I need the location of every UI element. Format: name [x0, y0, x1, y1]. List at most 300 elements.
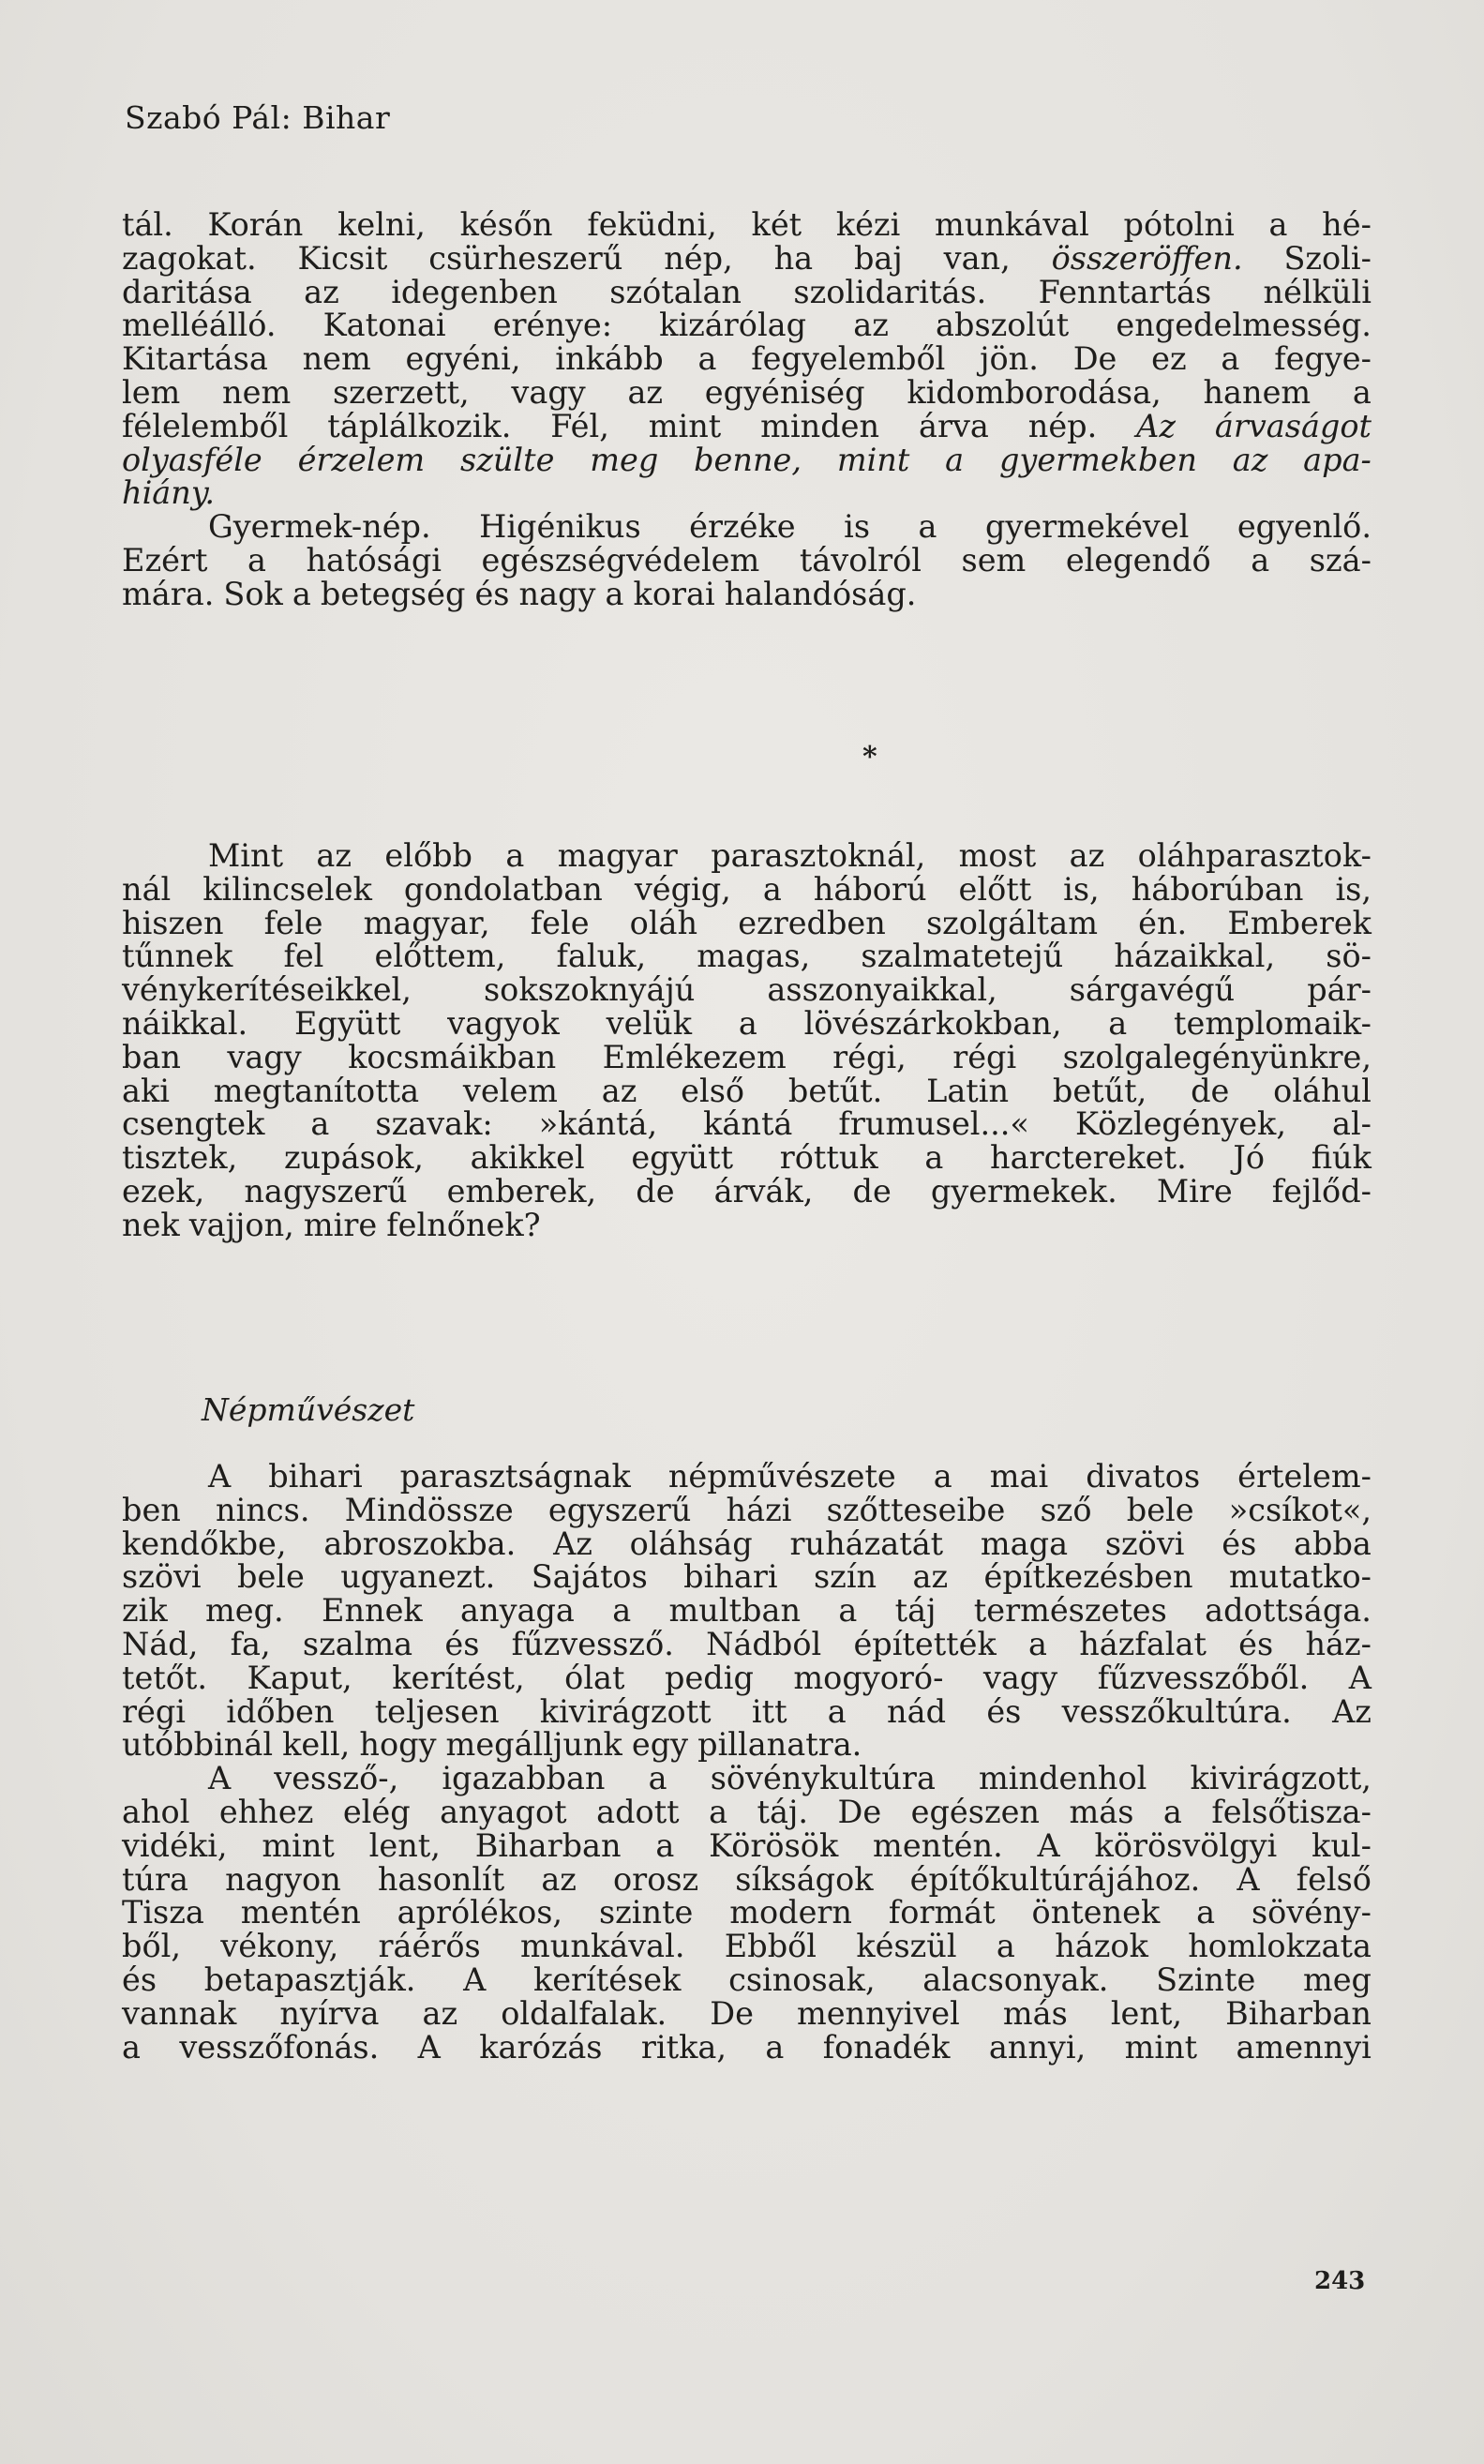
word: időben	[226, 1692, 335, 1730]
word: Gyermek-nép.	[208, 508, 431, 546]
word: szolgalegényünkre,	[1062, 1038, 1372, 1075]
text-line	[122, 1458, 1372, 1495]
text-line	[122, 1659, 1372, 1696]
word: Biharban	[1225, 1994, 1372, 2032]
word: Szoli-	[1283, 239, 1372, 277]
word: a	[1028, 1625, 1047, 1662]
word: árvaságot	[1214, 407, 1372, 444]
word: hiány.	[122, 474, 215, 512]
word: szőtteseibe	[826, 1491, 1006, 1528]
word: szá-	[1309, 541, 1372, 578]
word: gondolatban	[403, 870, 603, 908]
word: az	[601, 1072, 637, 1109]
word: körösvölgyi	[1094, 1826, 1278, 1864]
word: az	[1069, 837, 1105, 874]
word: az	[304, 273, 339, 310]
word: meg	[590, 441, 659, 478]
word: Mire	[1156, 1172, 1233, 1209]
word: vagy	[227, 1038, 302, 1075]
word: a	[827, 1692, 847, 1730]
word: apa-	[1303, 441, 1372, 478]
word: zagokat.	[122, 239, 257, 277]
word: gyermekben	[998, 441, 1197, 478]
word: de	[852, 1172, 892, 1209]
word: fonadék	[822, 2028, 951, 2066]
word: halandóság.	[724, 575, 917, 612]
word: sem	[961, 541, 1027, 578]
word: Körösök	[709, 1826, 839, 1864]
word: kézi	[835, 206, 901, 243]
word: ahol	[122, 1793, 190, 1830]
word: fegyelemből	[751, 340, 946, 378]
word: a	[933, 1458, 952, 1495]
word: ha	[773, 239, 814, 277]
word: ráérős	[378, 1928, 481, 1965]
word: szalma	[302, 1625, 413, 1662]
text-line	[122, 408, 1372, 442]
word: vannak	[122, 1994, 237, 2032]
text-line	[122, 1726, 1372, 1764]
word: abroszokba.	[323, 1525, 517, 1562]
word: most	[958, 837, 1037, 874]
word: Higénikus	[479, 508, 641, 546]
text-line	[122, 307, 1372, 344]
text-line	[122, 1826, 1372, 1864]
word: árvák,	[713, 1172, 814, 1209]
word: ehhez	[218, 1793, 314, 1830]
word: inkább	[555, 340, 664, 378]
word: nem	[222, 373, 292, 411]
word: hogy	[359, 1726, 437, 1764]
word: egyéniség	[704, 373, 865, 411]
paragraph-block-3	[122, 1458, 1372, 2066]
word: sö-	[1326, 938, 1372, 975]
word: »csíkot«,	[1228, 1491, 1372, 1528]
word: oláhság	[629, 1525, 753, 1562]
word: meg.	[204, 1592, 284, 1630]
text-line	[122, 373, 1372, 411]
page-number: 243	[1314, 2267, 1366, 2295]
word: a	[292, 575, 311, 612]
word: itt	[751, 1692, 787, 1730]
word: is	[844, 508, 871, 546]
word: táj	[894, 1592, 937, 1630]
word: fa,	[230, 1625, 271, 1662]
word: hanem	[1203, 373, 1312, 411]
text-line	[122, 837, 1372, 874]
text-line	[122, 1626, 1372, 1660]
word: a	[918, 508, 937, 546]
word: melléálló.	[122, 307, 277, 344]
word: tűnnek	[122, 938, 233, 975]
word: feküdni,	[587, 206, 717, 243]
word: adottsága.	[1205, 1592, 1372, 1630]
word: engedelmesség.	[1116, 307, 1372, 344]
text-line	[122, 1072, 1372, 1109]
word: frumusel...«	[838, 1105, 1029, 1143]
word: nád	[887, 1692, 947, 1730]
text-line	[122, 1592, 1372, 1630]
word: anyagot	[440, 1793, 567, 1830]
word: Közlegények,	[1074, 1105, 1286, 1143]
word: is,	[1335, 870, 1372, 908]
word: vékony,	[220, 1928, 339, 1965]
word: házaikkal,	[1114, 938, 1276, 975]
word: sövény-	[1251, 1894, 1372, 1931]
word: betapasztják.	[203, 1961, 416, 1998]
word: és	[122, 1961, 157, 1998]
word: asszonyaikkal,	[767, 971, 997, 1009]
word: kul-	[1312, 1826, 1372, 1864]
word: építkezésben	[983, 1558, 1193, 1596]
word: modern	[729, 1894, 853, 1931]
word: divatos	[1086, 1458, 1201, 1495]
text-line	[122, 206, 1372, 243]
word: szótalan	[609, 273, 742, 310]
word: a	[605, 575, 624, 612]
word: a	[1221, 340, 1240, 378]
word: és	[986, 1692, 1022, 1730]
word: nek	[122, 1206, 180, 1243]
word: lem	[122, 373, 181, 411]
word: vagy	[511, 373, 586, 411]
word: oláh	[629, 904, 698, 941]
word: vessző-,	[274, 1760, 399, 1797]
word: sokszoknyájú	[483, 971, 696, 1009]
word: velem	[462, 1072, 558, 1109]
word: a	[1352, 373, 1372, 411]
text-line	[122, 1558, 1372, 1596]
word: ből,	[122, 1928, 181, 1965]
word: érzelem	[297, 441, 426, 478]
word: nagyszerű	[244, 1172, 408, 1209]
word: olyasféle	[122, 441, 262, 478]
word: bihari	[268, 1458, 363, 1495]
word: akikkel	[470, 1139, 585, 1177]
word: ezredben	[738, 904, 886, 941]
word: Az	[1136, 407, 1176, 444]
word: egészségvédelem	[481, 541, 760, 578]
word: összeröffen.	[1051, 239, 1243, 277]
word: munkával	[935, 206, 1089, 243]
word: gyermekek.	[930, 1172, 1117, 1209]
word: én.	[1138, 904, 1188, 941]
word: fele	[263, 904, 323, 941]
word: mint	[1124, 2028, 1198, 2066]
word: de	[636, 1172, 675, 1209]
word: mutatko-	[1228, 1558, 1372, 1596]
word: egészen	[910, 1793, 1040, 1830]
word: szövi	[1104, 1525, 1185, 1562]
text-line	[122, 575, 1372, 612]
word: formát	[888, 1894, 996, 1931]
word: ban	[122, 1038, 181, 1075]
word: idegenben	[391, 273, 558, 310]
word: utóbbinál	[122, 1726, 274, 1764]
word: Együtt	[294, 1004, 401, 1042]
word: a	[1108, 1004, 1128, 1042]
word: munkával.	[520, 1928, 685, 1965]
word: a	[505, 837, 525, 874]
word: is,	[1063, 870, 1100, 908]
paragraph-block-1	[122, 206, 1372, 612]
word: szavak:	[375, 1105, 493, 1143]
text-line	[122, 1105, 1372, 1143]
word: házfalat	[1079, 1625, 1207, 1662]
word: A	[1237, 1860, 1260, 1898]
word: aprólékos,	[397, 1894, 563, 1931]
word: táplálkozik.	[327, 407, 512, 444]
word: nagyon	[225, 1860, 341, 1898]
text-line	[122, 1994, 1372, 2032]
word: szülte	[460, 441, 555, 478]
word: pillanatra.	[697, 1726, 862, 1764]
word: nép,	[664, 239, 733, 277]
word: nem	[302, 340, 371, 378]
word: kilincselek	[202, 870, 372, 908]
word: magas,	[697, 938, 811, 975]
word: mentén.	[873, 1826, 1003, 1864]
word: csengtek	[122, 1105, 265, 1143]
text-line	[122, 870, 1372, 908]
word: fele	[530, 904, 590, 941]
word: Korán	[207, 206, 304, 243]
word: mai	[989, 1458, 1049, 1495]
word: készül	[856, 1928, 957, 1965]
word: más	[1002, 1994, 1068, 2032]
word: Kaput,	[247, 1659, 352, 1696]
word: a	[122, 2028, 141, 2066]
text-line	[122, 239, 1372, 277]
text-line	[122, 1793, 1372, 1830]
word: erénye:	[492, 307, 612, 344]
word: Fenntartás	[1038, 273, 1212, 310]
word: elegendő	[1065, 541, 1211, 578]
word: bele	[237, 1558, 305, 1596]
word: vajjon,	[188, 1206, 294, 1243]
word: távolról	[799, 541, 922, 578]
word: végig,	[634, 870, 731, 908]
word: ólat	[564, 1659, 625, 1696]
word: ruházatát	[789, 1525, 944, 1562]
word: ritka,	[640, 2028, 727, 2066]
word: felsőtisza-	[1211, 1793, 1372, 1830]
text-line	[122, 1692, 1372, 1730]
section-subheading: Népművészet	[202, 1391, 415, 1428]
word: első	[681, 1072, 745, 1109]
word: régi,	[832, 1038, 907, 1075]
word: a	[1251, 541, 1270, 578]
word: Ezért	[122, 541, 208, 578]
word: táj.	[757, 1793, 809, 1830]
word: nál	[122, 870, 172, 908]
word: sövénykultúra	[710, 1760, 936, 1797]
word: érzéke	[689, 508, 796, 546]
word: kerítést,	[392, 1659, 525, 1696]
text-line	[122, 971, 1372, 1009]
word: parasztságnak	[399, 1458, 631, 1495]
word: fiúk	[1311, 1139, 1372, 1177]
word: bele	[1126, 1491, 1194, 1528]
word: vénykerítéseikkel,	[122, 971, 412, 1009]
word: az	[541, 1860, 577, 1898]
word: kivirágzott	[539, 1692, 712, 1730]
word: pár-	[1307, 971, 1372, 1009]
word: De	[837, 1793, 882, 1830]
word: benne,	[694, 441, 802, 478]
word: későn	[459, 206, 553, 243]
word: mára.	[122, 575, 215, 612]
word: abszolút	[936, 307, 1070, 344]
word: korai	[633, 575, 715, 612]
word: oláhparasztok-	[1137, 837, 1372, 874]
word: régi	[952, 1038, 1017, 1075]
word: szín	[813, 1558, 877, 1596]
word: fűzvesszőből.	[1097, 1659, 1310, 1696]
word: De	[710, 1994, 754, 2032]
word: A	[1348, 1659, 1372, 1696]
word: al-	[1331, 1105, 1372, 1143]
text-line	[122, 2028, 1372, 2066]
word: gyermekével	[984, 508, 1190, 546]
word: Az	[553, 1525, 592, 1562]
word: népművészete	[667, 1458, 896, 1495]
word: homlokzata	[1188, 1928, 1372, 1965]
text-line	[122, 508, 1372, 546]
word: kelni,	[337, 206, 426, 243]
word: hiszen	[122, 904, 224, 941]
word: baj	[853, 239, 903, 277]
word: mire	[303, 1206, 378, 1243]
word: Sajátos	[531, 1558, 648, 1596]
word: zik	[122, 1592, 168, 1630]
word: mindenhol	[979, 1760, 1147, 1797]
text-line	[122, 1860, 1372, 1898]
word: maga	[980, 1525, 1069, 1562]
word: építették	[853, 1625, 997, 1662]
word: orosz	[613, 1860, 699, 1898]
word: mogyoró-	[793, 1659, 944, 1696]
word: velük	[606, 1004, 693, 1042]
word: Jó	[1233, 1139, 1266, 1177]
word: róttuk	[779, 1139, 878, 1177]
text-line	[122, 1206, 1372, 1243]
word: megálljunk	[445, 1726, 622, 1764]
word: síkságok	[735, 1860, 874, 1898]
word: oldalfalak.	[501, 1994, 667, 2032]
text-line	[122, 938, 1372, 975]
word: faluk,	[556, 938, 647, 975]
word: daritása	[122, 273, 252, 310]
word: De	[1072, 340, 1117, 378]
word: az	[422, 1994, 458, 2032]
word: a	[612, 1592, 632, 1630]
word: betegség	[320, 575, 466, 612]
word: a	[1196, 1894, 1216, 1931]
text-line	[122, 1760, 1372, 1797]
word: kerítések	[532, 1961, 682, 1998]
word: fegye-	[1274, 340, 1372, 378]
word: hasonlít	[377, 1860, 505, 1898]
word: a	[838, 1592, 858, 1630]
word: kendőkbe,	[122, 1525, 287, 1562]
word: a	[247, 541, 266, 578]
word: Nádból	[706, 1625, 822, 1662]
word: az	[853, 307, 889, 344]
word: minden	[760, 407, 880, 444]
word: az	[316, 837, 352, 874]
word: értelem-	[1237, 1458, 1372, 1495]
text-line	[122, 474, 1372, 512]
word: ez	[1151, 340, 1187, 378]
word: Emlékezem	[602, 1038, 787, 1075]
word: Ebből	[724, 1928, 817, 1965]
word: náikkal.	[122, 1004, 248, 1042]
word: abba	[1294, 1525, 1372, 1562]
word: kocsmáikban	[348, 1038, 557, 1075]
word: mint	[836, 441, 910, 478]
word: szinte	[598, 1894, 694, 1931]
word: pótolni	[1123, 206, 1235, 243]
word: mentén	[240, 1894, 361, 1931]
word: lent,	[1110, 1994, 1183, 2032]
word: árva	[918, 407, 989, 444]
word: és	[1222, 1525, 1257, 1562]
word: előbb	[384, 837, 473, 874]
word: lent,	[368, 1826, 441, 1864]
word: nincs.	[216, 1491, 310, 1528]
word: szerzett,	[332, 373, 470, 411]
word: szövi	[122, 1558, 202, 1596]
word: mennyivel	[796, 1994, 960, 2032]
word: Kicsit	[297, 239, 388, 277]
word: régi	[122, 1692, 186, 1730]
word: két	[751, 206, 802, 243]
word: vidéki,	[122, 1826, 228, 1864]
word: oláhul	[1273, 1072, 1372, 1109]
word: hatósági	[306, 541, 442, 578]
word: öntenek	[1031, 1894, 1161, 1931]
word: aki	[122, 1072, 170, 1109]
word: egy	[631, 1726, 689, 1764]
word: magyar	[557, 837, 678, 874]
text-line	[122, 274, 1372, 308]
word: szalmatetejű	[861, 938, 1064, 975]
word: pedig	[665, 1659, 754, 1696]
word: fűzvessző.	[511, 1625, 674, 1662]
word: betűt,	[1052, 1072, 1147, 1109]
word: a	[697, 340, 717, 378]
word: háború	[813, 870, 927, 908]
word: fel	[283, 938, 324, 975]
word: teljesen	[374, 1692, 500, 1730]
word: a	[310, 1105, 330, 1143]
word: tál.	[122, 206, 173, 243]
word: a	[738, 1004, 757, 1042]
word: bihari	[683, 1558, 778, 1596]
word: és	[474, 575, 510, 612]
word: nélküli	[1263, 273, 1372, 310]
word: nép.	[1027, 407, 1098, 444]
word: a	[1268, 206, 1288, 243]
word: csürheszerű	[428, 239, 623, 277]
word: Kitartása	[122, 340, 268, 378]
word: a	[765, 2028, 785, 2066]
word: betűt.	[787, 1072, 883, 1109]
word: vagy	[982, 1659, 1058, 1696]
word: természetes	[973, 1592, 1167, 1630]
word: Tisza	[122, 1894, 204, 1931]
